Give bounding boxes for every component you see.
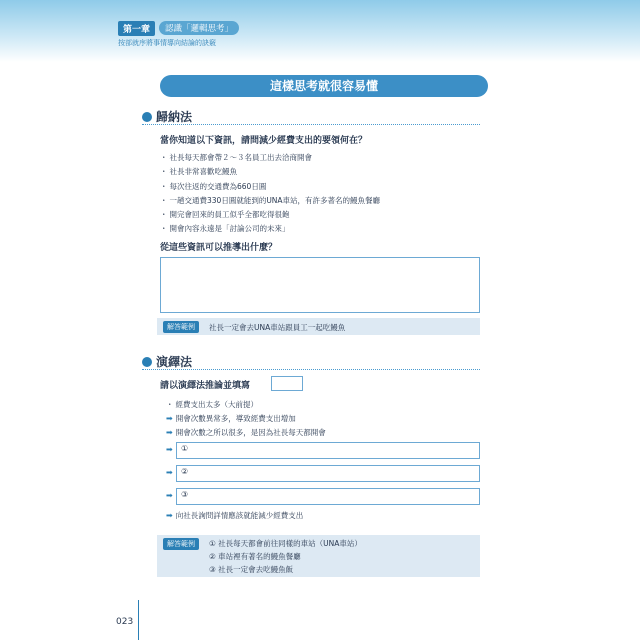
step-number: ③ (181, 490, 189, 499)
list-item: ・ 開完會回來的員工似乎全都吃得很飽 (160, 208, 380, 222)
chapter-label: 第一章 (118, 21, 155, 36)
step-number: ① (181, 444, 189, 453)
arrow-right-icon: ➡ (166, 468, 173, 477)
inductive-answer-box[interactable] (160, 257, 480, 313)
arrow-right-icon: ➡ (166, 511, 173, 520)
deductive-fill-box[interactable] (271, 376, 303, 391)
section-divider (142, 124, 480, 125)
header-band (0, 0, 640, 62)
sample-badge: 解答範例 (163, 538, 199, 550)
deduction-text-1: 開會次數異常多，導致經費支出增加 (175, 414, 296, 423)
inductive-heading-text: 歸納法 (156, 110, 193, 124)
deductive-heading-text: 演繹法 (156, 355, 193, 369)
bullet-dot-icon (142, 112, 152, 122)
chapter-subtitle: 按部就序將事情導向結論的訣竅 (118, 39, 216, 47)
deduction-line-1 (166, 413, 296, 424)
arrow-right-icon: ➡ (166, 414, 173, 423)
list-item: ・ 每次往返的交通費為660日圓 (160, 180, 380, 194)
list-item: ・ 社長每天都會帶２～３名員工出去洽商開會 (160, 151, 380, 165)
section-banner: 這樣思考就很容易懂 (160, 75, 488, 97)
sample-answer-text: ③ 社長一定會去吃鰻魚飯 (209, 565, 294, 574)
conclusion-line (166, 510, 303, 521)
arrow-right-icon: ➡ (166, 491, 173, 500)
step-input-1[interactable] (176, 442, 480, 459)
deduction-text-2: 開會次數之所以很多，是因為社長每天都開會 (175, 428, 326, 437)
list-item: ・ 社長非常喜歡吃鰻魚 (160, 165, 380, 179)
inductive-question: 當你知道以下資訊，請問減少經費支出的要領何在？ (160, 136, 368, 146)
step-input-3[interactable] (176, 488, 480, 505)
arrow-right-icon: ➡ (166, 445, 173, 454)
list-item: ・ 一趟交通費330日圓就能到的UNA車站，有許多著名的鰻魚餐廳 (160, 194, 380, 208)
inductive-sample-answer (157, 318, 480, 335)
premise-line: ・ 經費支出太多（大前提） (166, 400, 258, 409)
arrow-right-icon: ➡ (166, 428, 173, 437)
chapter-header (118, 20, 239, 36)
section-divider (142, 369, 480, 370)
chapter-title: 認識「邏輯思考」 (159, 21, 239, 35)
page-number: 023 (116, 617, 134, 627)
deductive-sample-answer (157, 535, 480, 577)
conclusion-text: 向社長詢問詳情應該就能減少經費支出 (175, 511, 304, 520)
premise-text: 經費支出太多（大前提） (175, 400, 258, 409)
page-edge-rule (138, 600, 139, 640)
inductive-prompt: 從這些資訊可以推導出什麼？ (160, 243, 278, 253)
deduction-line-2 (166, 427, 326, 438)
step-number: ② (181, 467, 189, 476)
list-item: ・ 開會內容永遠是「討論公司的未來」 (160, 222, 380, 236)
deductive-question: 請以演繹法推論並填寫 (160, 381, 251, 391)
bullet-dot-icon (142, 357, 152, 367)
inductive-heading (142, 108, 192, 125)
sample-answer-text: ② 車站裡有著名的鰻魚餐廳 (209, 552, 301, 561)
sample-answer-text: 社長一定會去UNA車站跟員工一起吃鰻魚 (209, 323, 346, 332)
deductive-heading (142, 353, 192, 370)
sample-answer-text: ① 社長每天都會前往同樣的車站（UNA車站） (209, 539, 362, 548)
sample-badge: 解答範例 (163, 321, 199, 333)
step-input-2[interactable] (176, 465, 480, 482)
facts-list (160, 151, 380, 237)
